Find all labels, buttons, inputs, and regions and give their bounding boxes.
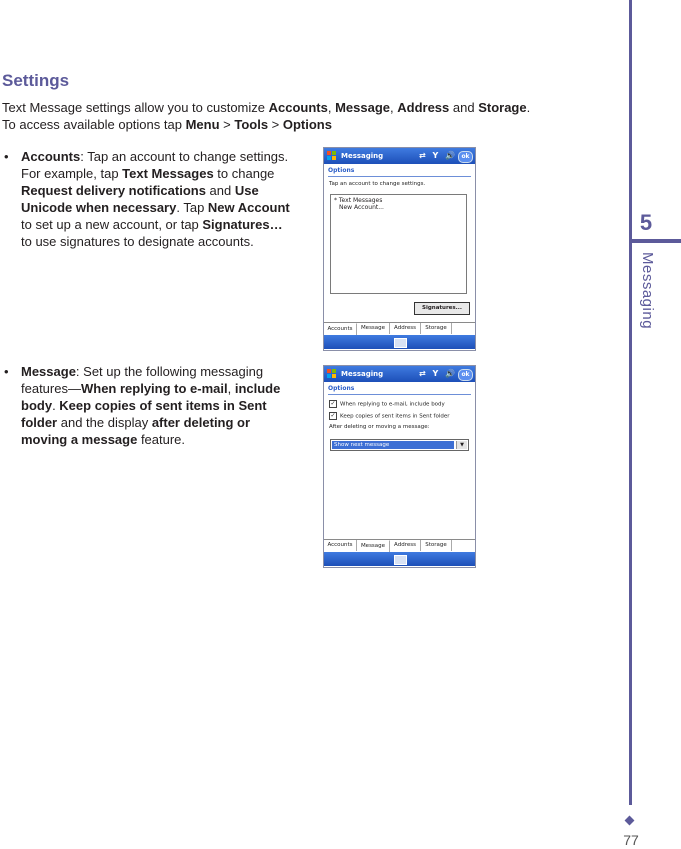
bold-term: Use Unicode when necessary	[21, 183, 259, 215]
intro-sep: >	[219, 117, 235, 132]
bold-term: Request delivery notifications	[21, 183, 206, 198]
intro-line-1	[2, 99, 612, 116]
intro-sep: >	[268, 117, 283, 132]
tab-strip	[324, 322, 475, 335]
intro-address: Address	[397, 100, 450, 115]
options-heading: Options	[328, 385, 355, 392]
body-text: and	[205, 183, 235, 198]
bullet-marker: •	[4, 149, 9, 164]
status-icons: ⇄ Y 🔊	[418, 369, 457, 378]
account-item[interactable]: New Account...	[339, 204, 384, 211]
account-item[interactable]: * Text Messages	[334, 197, 383, 204]
ok-button[interactable]: ok	[458, 151, 473, 163]
intro-text: To access available options tap	[2, 117, 186, 132]
chapter-side-rule	[629, 0, 632, 805]
menu-bar	[324, 335, 475, 349]
body-text: to set up a new account, or tap	[21, 217, 203, 232]
intro-end: .	[526, 100, 531, 115]
intro-tools: Tools	[234, 117, 269, 132]
tab-address[interactable]: Address	[390, 540, 421, 551]
page-number: 77	[623, 832, 639, 848]
intro-sep: ,	[390, 100, 398, 115]
options-heading: Options	[328, 167, 355, 174]
tab-accounts[interactable]: Accounts	[324, 540, 357, 551]
bullet-text	[21, 363, 291, 448]
checkbox-row-keep-copies[interactable]	[324, 408, 475, 420]
bold-term: New Account	[207, 200, 290, 215]
windows-flag-icon	[327, 151, 337, 161]
app-title: Messaging	[341, 370, 384, 378]
body-text: . Tap	[176, 200, 208, 215]
diamond-icon	[625, 816, 635, 826]
status-icons: ⇄ Y 🔊	[418, 151, 457, 160]
tab-message[interactable]: Message	[357, 323, 390, 334]
device-screenshot-message	[323, 365, 476, 568]
tab-strip	[324, 539, 475, 552]
intro-text: Text Message settings allow you to customize	[2, 100, 269, 115]
checkbox-label: When replying to e-mail, include body	[340, 401, 445, 408]
windows-flag-icon	[327, 369, 337, 379]
tab-message[interactable]: Message	[357, 540, 390, 552]
checkbox-checked-icon[interactable]: ✓	[330, 400, 336, 407]
bold-term: When replying to e-mail	[80, 381, 228, 396]
tab-storage[interactable]: Storage	[421, 323, 452, 334]
intro-accounts: Accounts	[268, 100, 328, 115]
intro-message: Message	[335, 100, 391, 115]
bold-term: after deleting or moving a message	[21, 415, 251, 447]
ok-button[interactable]: ok	[458, 369, 473, 381]
accounts-list[interactable]	[330, 194, 467, 294]
bold-term: Accounts	[21, 149, 81, 164]
bold-term: Keep copies of sent items in Sent folder	[21, 398, 267, 430]
menu-bar	[324, 552, 475, 566]
intro-menu: Menu	[185, 117, 220, 132]
signatures-button[interactable]: Signatures...	[414, 302, 470, 315]
device-screenshot-accounts	[323, 147, 476, 351]
bold-term: Message	[21, 364, 76, 379]
body-text: to change	[213, 166, 275, 181]
keyboard-icon[interactable]	[394, 555, 407, 565]
chapter-title-wrap	[636, 252, 656, 352]
bold-term: Signatures…	[202, 217, 283, 232]
bold-term: Text Messages	[122, 166, 214, 181]
body-text: : Tap an account to change settings. For example, tap	[21, 149, 289, 181]
title-bar	[324, 366, 475, 382]
chevron-down-icon[interactable]: ▼	[456, 441, 467, 449]
after-delete-dropdown[interactable]	[330, 439, 469, 451]
tab-address[interactable]: Address	[390, 323, 421, 334]
checkbox-label: Keep copies of sent items in Sent folder	[340, 413, 450, 420]
title-bar	[324, 148, 475, 164]
section-heading: Settings	[2, 71, 70, 90]
intro-line-2	[2, 116, 612, 133]
checkbox-checked-icon[interactable]: ✓	[330, 412, 336, 419]
body-text: and the display	[57, 415, 152, 430]
intro-storage: Storage	[478, 100, 527, 115]
body-text: feature.	[137, 432, 186, 447]
keyboard-icon[interactable]	[394, 338, 407, 348]
instruction-text: Tap an account to change settings.	[329, 181, 426, 187]
tab-storage[interactable]: Storage	[421, 540, 452, 551]
body-text: : Set up the following messaging features—	[21, 364, 264, 396]
body-text: ,	[227, 381, 235, 396]
body-text: to use signatures to designate accounts.	[21, 234, 254, 249]
chapter-number: 5	[639, 210, 653, 235]
tab-accounts[interactable]: Accounts	[324, 323, 357, 335]
after-delete-label: After deleting or moving a message:	[329, 424, 430, 430]
intro-sep: and	[449, 100, 479, 115]
chapter-tab-rule	[629, 239, 681, 243]
dropdown-value: Show next message	[332, 441, 454, 449]
bold-term: include body	[21, 381, 281, 413]
bullet-text	[21, 148, 291, 250]
body-text: .	[52, 398, 60, 413]
bullet-marker: •	[4, 364, 9, 379]
app-title: Messaging	[341, 152, 384, 160]
intro-sep: ,	[327, 100, 336, 115]
intro-options: Options	[282, 117, 332, 132]
intro-paragraph	[2, 99, 612, 133]
checkbox-row-include-body[interactable]	[324, 395, 475, 408]
chapter-title: Messaging	[639, 252, 656, 330]
